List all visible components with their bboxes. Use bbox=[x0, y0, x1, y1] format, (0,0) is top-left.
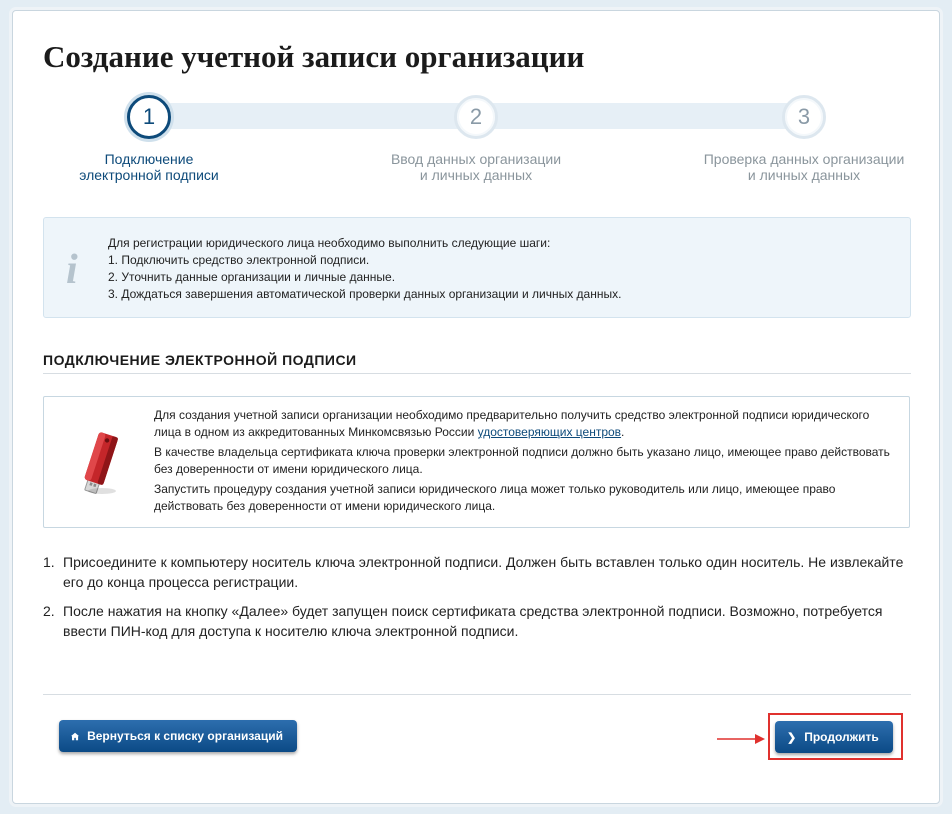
page-title: Создание учетной записи организации bbox=[43, 39, 585, 74]
back-to-organizations-button[interactable] bbox=[59, 720, 297, 752]
chevron-right-icon: ❯ bbox=[787, 731, 797, 744]
instruction-item: 1. Присоедините к компьютеру носитель ключа электронной подписи. Должен быть вставлен только один носитель. Не извлекайте его до конца процесса регистрации. bbox=[43, 554, 904, 590]
step-3-label: Проверка данных организации и личных данных bbox=[703, 151, 905, 183]
section-title: ПОДКЛЮЧЕНИЕ ЭЛЕКТРОННОЙ ПОДПИСИ bbox=[43, 352, 357, 368]
instruction-item: 2. После нажатия на кнопку «Далее» будет запущен поиск сертификата средства электронной подписи. Возможно, потребуется ввести ПИН-код для доступа к носителю ключа электронной подписи. bbox=[43, 603, 883, 639]
footer-divider bbox=[43, 694, 911, 695]
signature-paragraph-1: Для создания учетной записи организации необходимо предварительно получить средство электронной подписи юридического лица в одном из аккредитованных Минкомсвязью России удостоверяющих центров. bbox=[154, 408, 870, 439]
main-panel bbox=[12, 10, 940, 804]
arrow-right-icon bbox=[717, 731, 767, 747]
progress-stepper bbox=[13, 95, 941, 195]
section-divider bbox=[43, 373, 911, 374]
signature-paragraph-3: Запустить процедуру создания учетной записи юридического лица может только руководитель или лицо, имеющее право действовать без доверенности от имени юридического лица. bbox=[154, 482, 836, 513]
instructions-list bbox=[43, 552, 911, 650]
signature-paragraph-2: В качестве владельца сертификата ключа проверки электронной подписи должно быть указано лицо, имеющее право действовать без доверенности от имени юридического лица. bbox=[154, 445, 890, 476]
step-1-label: Подключение электронной подписи bbox=[79, 151, 219, 183]
usb-token-icon bbox=[64, 427, 134, 497]
signature-info-box bbox=[43, 396, 910, 528]
info-step: 2. Уточнить данные организации и личные данные. bbox=[108, 270, 396, 284]
info-text bbox=[108, 235, 621, 303]
certification-centers-link[interactable]: удостоверяющих центров bbox=[477, 425, 622, 439]
info-icon: i bbox=[66, 247, 78, 293]
info-intro: Для регистрации юридического лица необходимо выполнить следующие шаги: bbox=[108, 236, 551, 250]
info-steps-list bbox=[108, 252, 621, 303]
info-step: 1. Подключить средство электронной подписи. bbox=[108, 253, 370, 267]
home-icon bbox=[71, 731, 79, 742]
step-1-circle: 1 bbox=[127, 95, 171, 139]
info-step: 3. Дождаться завершения автоматической проверки данных организации и личных данных. bbox=[108, 287, 622, 301]
back-button-label: Вернуться к списку организаций bbox=[87, 729, 283, 743]
signature-info-text bbox=[154, 407, 894, 518]
step-2-circle: 2 bbox=[454, 95, 498, 139]
continue-button[interactable] bbox=[775, 721, 893, 753]
continue-button-label: Продолжить bbox=[804, 730, 879, 744]
step-3-circle: 3 bbox=[782, 95, 826, 139]
info-box bbox=[43, 217, 911, 318]
step-2-label: Ввод данных организации и личных данных bbox=[390, 151, 562, 183]
